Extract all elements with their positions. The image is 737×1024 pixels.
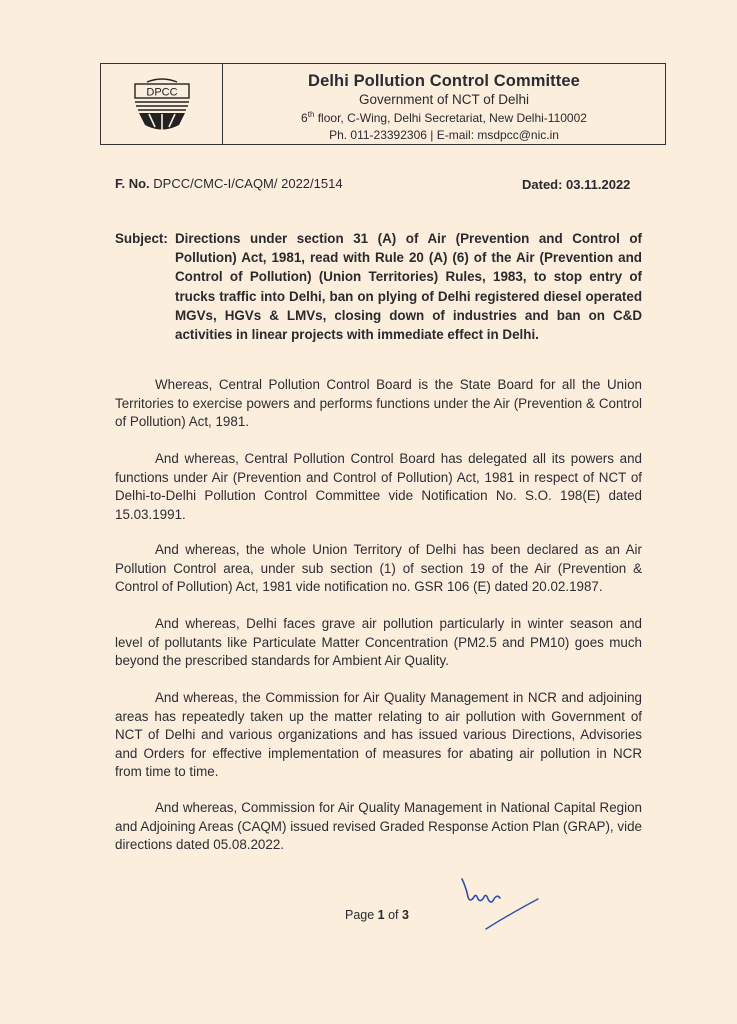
paragraph: And whereas, Commission for Air Quality Management in National Capital Region and Adjoining Areas (CAQM) issued revised Graded Response Action Plan (GRAP), vide directions dated 05.08.2022. [115,800,642,853]
contact-line: Ph. 011-23392306 | E-mail: msdpcc@nic.in [329,128,559,142]
paragraph: And whereas, Delhi faces grave air pollution particularly in winter season and level of pollutants like Particulate Matter Concentration (PM2.5 and PM10) goes much beyond the prescribed standards for Ambient Air Quality. [115,616,642,669]
paragraph: Whereas, Central Pollution Control Board is the State Board for all the Union Territories to exercise powers and performs functions under the Air (Prevention & Control of Pollution) Act, 1981. [115,377,642,430]
paragraph: And whereas, Central Pollution Control Board has delegated all its powers and functions under Air (Prevention and Control of Pollution) Act, 1981 in respect of NCT of Delhi-to-Delhi Pollution Control Committee vide Notification No. S.O. 198(E) dated 15.03.1991. [115,451,642,522]
file-number [115,176,343,191]
paragraph: And whereas, the Commission for Air Quality Management in NCR and adjoining areas has repeatedly taken up the matter relating to air pollution with Government of NCT of Delhi and various organizations and has issued various Directions, Advisories and Orders for effective implementation of measures for abating air pollution in NCR from time to time. [115,690,642,780]
organization-name: Delhi Pollution Control Committee [308,72,580,90]
page-mid: of [384,908,402,922]
logo-cell [101,64,223,144]
paragraph: And whereas, the whole Union Territory of Delhi has been declared as an Air Pollution Control area, under sub section (1) of section 19 of the Air (Prevention & Control of Pollution) Act, 1981 vide notification no. GSR 106 (E) dated 20.02.1987. [115,542,642,595]
address-rest: floor, C-Wing, Delhi Secretariat, New Delhi-110002 [314,111,587,125]
dated: Dated: 03.11.2022 [522,177,631,192]
page-total: 3 [402,908,409,922]
letterhead [100,63,666,145]
file-number-label: F. No. [115,176,150,191]
subject-block [115,229,642,344]
logo-text: DPCC [145,86,178,99]
page-number [345,908,409,922]
page-prefix: Page [345,908,378,922]
dpcc-logo-icon [127,72,197,136]
government-line: Government of NCT of Delhi [358,92,530,107]
address-line [223,110,665,125]
file-number-value: DPCC/CMC-I/CAQM/ 2022/1514 [149,176,343,191]
signature-icon [458,875,543,935]
address-floor: 6 [301,111,308,125]
subject-text: Directions under section 31 (A) of Air (Prevention and Control of Pollution) Act, 1981, read with Rule 20 (A) (6) of the Air (Prevention and Control of Pollution) (Union Territories) Rules, 1983, to stop entry of trucks traffic into Delhi, ban on plying of Delhi registered diesel operated MGVs, HGVs & LMVs, closing down of industries and ban on C&D activities in linear projects with immediate effect in Delhi. [175,231,642,343]
page-current: 1 [377,908,385,922]
letterhead-info [223,64,665,144]
address-sup: th [307,110,315,119]
subject-label: Subject: [115,231,168,246]
